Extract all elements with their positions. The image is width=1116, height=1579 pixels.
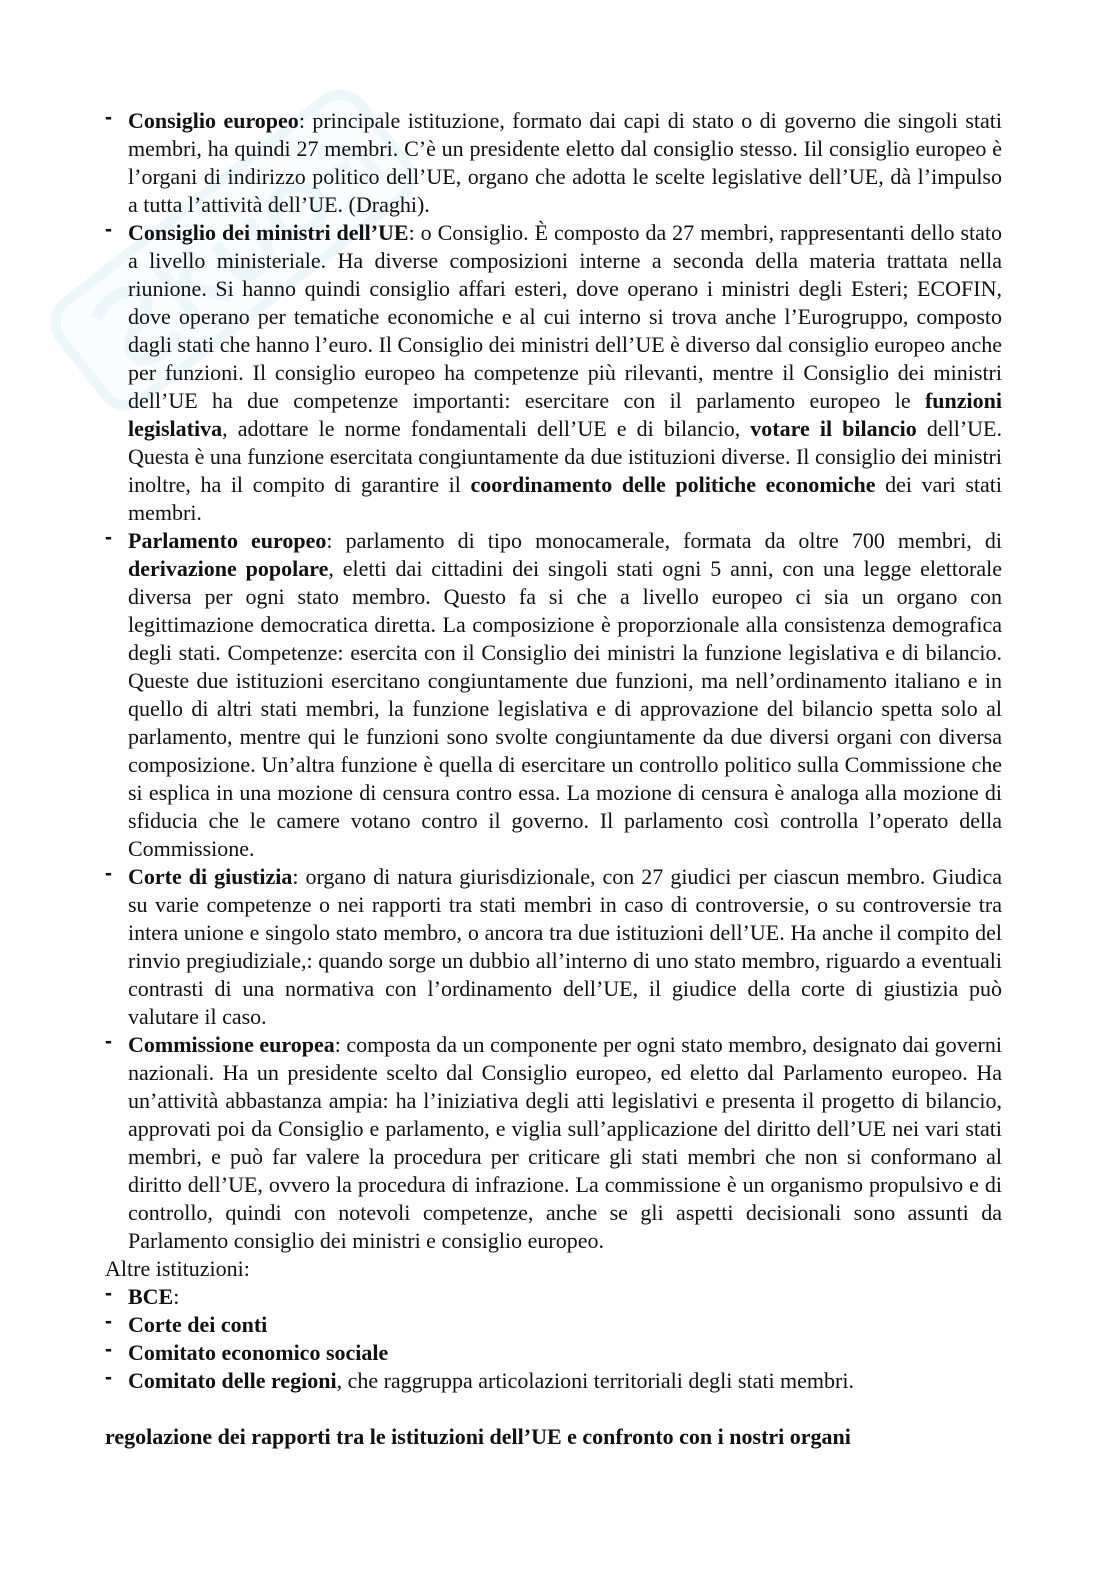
bullet-marker: - [105,1310,112,1333]
list-item [105,1367,1002,1395]
section-heading: regolazione dei rapporti tra le istituzioni dell’UE e confronto con i nostri organi [105,1424,851,1449]
item-text: : o Consiglio. È composto da 27 membri, rappresentanti dello stato a livello ministeriale. Ha diverse composizioni interne a seconda della materia trattata nella riunione. Si hanno quindi consiglio affari esteri, dove operano i ministri degli Esteri; ECOFIN, dove operano per tematiche economiche e al cui interno si trova anche l’Eurogruppo, composto dagli stati che hanno l’euro. Il Consiglio dei ministri dell’UE è diverso dal consiglio europeo anche per funzioni. Il consiglio europeo ha competenze più rilevanti, mentre il Consiglio dei ministri dell’UE ha due competenze importanti: esercitare con il parlamento europeo le [128,220,1002,413]
item-text: : composta da un componente per ogni stato membro, designato dai governi nazionali. Ha un presidente scelto dal Consiglio europeo, ed eletto dal Parlamento europeo. Ha un’attività abbastanza ampia: ha l’iniziativa degli atti legislativi e presenta il progetto di bilancio, approvati poi da Consiglio e parlamento, e viglia sull’applicazione del diritto dell’UE nei vari stati membri, e può far valere la procedura per criticare gli stati membri che non si conformano al diritto dell’UE, ovvero la procedura di infrazione. La commissione è un organismo propulsivo e di controllo, quindi con notevoli competenze, anche se gli aspetti decisionali sono assunti da Parlamento consiglio dei ministri e consiglio europeo. [128,1032,1002,1253]
item-text: dell’UE. Questa è una funzione esercitata congiuntamente da due istituzioni diverse. Il consiglio dei ministri inoltre, ha il compito di garantire il [128,416,1002,497]
list-item [105,107,1002,219]
item-term: Consiglio dei ministri dell’UE [128,220,409,245]
item-text: , adottare le norme fondamentali dell’UE e di bilancio, [222,416,751,441]
item-text: , che raggruppa articolazioni territoriali degli stati membri. [336,1368,854,1393]
institutions-list [105,107,1002,1255]
item-term: Comitato economico sociale [128,1340,389,1365]
item-text: : organo di natura giurisdizionale, con 27 giudici per ciascun membro. Giudica su varie competenze o nei rapporti tra stati membri in caso di controversie, o su controversie tra intera unione e singolo stato membro, o ancora tra due istituzioni dell’UE. Ha anche il compito del rinvio pregiudiziale,: quando sorge un dubbio all’interno di uno stato membro, riguardo a eventuali contrasti di una normativa con l’ordinamento dell’UE, il giudice della corte di giustizia può valutare il caso. [128,864,1002,1029]
item-text: dei vari stati membri. [128,472,1002,525]
list-item [105,1339,1002,1367]
item-term: Corte di giustizia [128,864,293,889]
bullet-marker: - [105,1030,112,1053]
other-institutions-label: Altre istituzioni: [105,1256,250,1281]
list-item [105,1283,1002,1311]
document-body [105,107,1002,1451]
list-item [105,527,1002,863]
list-item [105,1031,1002,1255]
item-term: funzioni legislativa [128,388,1002,441]
bullet-marker: - [105,106,112,129]
item-term: coordinamento delle politiche economiche [470,472,876,497]
list-item [105,863,1002,1031]
bullet-marker: - [105,526,112,549]
list-item [105,219,1002,527]
list-item [105,1311,1002,1339]
item-term: Consiglio europeo [128,108,299,133]
item-term: BCE [128,1284,174,1309]
bullet-marker: - [105,1338,112,1361]
other-institutions-list [105,1283,1002,1395]
item-term: Comitato delle regioni [128,1368,337,1393]
item-text: : [173,1284,180,1309]
item-text: : principale istituzione, formato dai capi di stato o di governo die singoli stati membri, ha quindi 27 membri. C’è un presidente eletto dal consiglio stesso. Iil consiglio europeo è l’organi di indirizzo politico dell’UE, organo che adotta le scelte legislative dell’UE, dà l’impulso a tutta l’attività dell’UE. (Draghi). [128,108,1002,217]
bullet-marker: - [105,1282,112,1305]
bullet-marker: - [105,218,112,241]
bullet-marker: - [105,1366,112,1389]
bullet-marker: - [105,862,112,885]
item-term: Corte dei conti [128,1312,268,1337]
item-term: votare il bilancio [750,416,917,441]
item-term: Commissione europea [128,1032,335,1057]
item-term: derivazione popolare [128,556,329,581]
item-term: Parlamento europeo [128,528,327,553]
item-text: : parlamento di tipo monocamerale, formata da oltre 700 membri, di [326,528,1002,553]
item-text: , eletti dai cittadini dei singoli stati ogni 5 anni, con una legge elettorale diversa per ogni stato membro. Questo fa si che a livello europeo ci sia un organo con legittimazione democratica diretta. La composizione è proporzionale alla consistenza demografica degli stati. Competenze: esercita con il Consiglio dei ministri la funzione legislativa e di bilancio. Queste due istituzioni esercitano congiuntamente due funzioni, ma nell’ordinamento italiano e in quello di altri stati membri, la funzione legislativa e di approvazione del bilancio spetta solo al parlamento, mentre qui le funzioni sono svolte congiuntamente da due diversi organi con diversa composizione. Un’altra funzione è quella di esercitare un controllo politico sulla Commissione che si esplica in una mozione di censura contro essa. La mozione di censura è analoga alla mozione di sfiducia che le camere votano contro il governo. Il parlamento così controlla l’operato della Commissione. [128,556,1002,861]
